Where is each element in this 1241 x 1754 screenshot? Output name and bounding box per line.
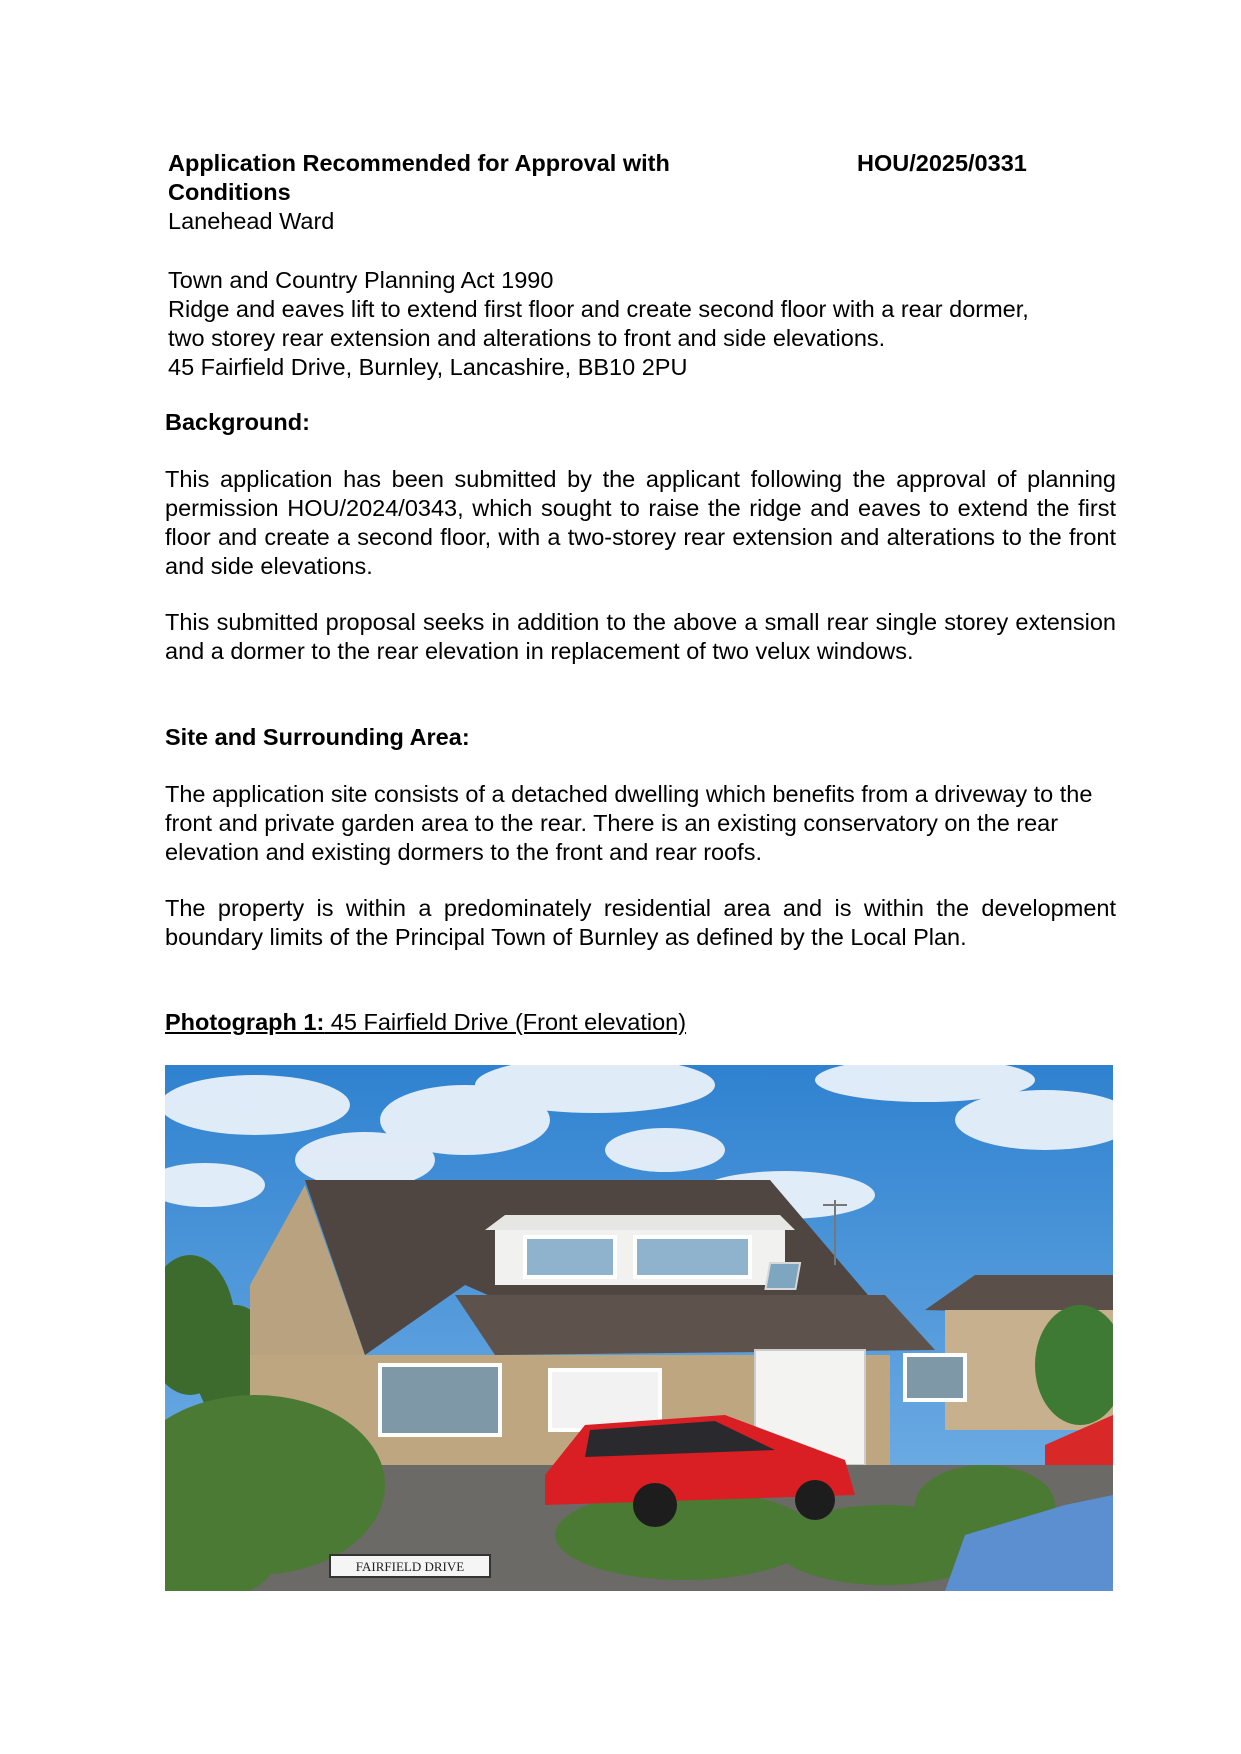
house-photograph [165,1065,1113,1591]
dormer-windows [525,1237,750,1277]
site-address: 45 Fairfield Drive, Burnley, Lancashire, BB10 2PU [168,354,688,380]
background-paragraph-2: This submitted proposal seeks in addition to the above a small rear single storey extension and a dormer to the rear elevation in replacement of two velux windows. [165,609,1116,664]
application-status [168,149,728,207]
velux-window [766,1263,801,1289]
description-line-2: two storey rear extension and alterations to front and side elevations. [168,325,886,351]
photo-label: Photograph 1: [165,1009,325,1035]
site-heading: Site and Surrounding Area: [165,724,470,750]
photo-caption-text: 45 Fairfield Drive (Front elevation) [324,1009,687,1035]
porch-roof [455,1295,935,1355]
site-paragraph-2: The property is within a predominately residential area and is within the development boundary limits of the Principal Town of Burnley as defined by the Local Plan. [165,895,1116,950]
background-paragraph-1: This application has been submitted by the applicant following the approval of planning permission HOU/2024/0343, which sought to raise the ridge and eaves to extend the first floor and create a second floor, with a two-storey rear extension and alterations to the front and side elevations. [165,466,1116,579]
ward-name: Lanehead Ward [168,208,335,234]
neighbour-house [925,1275,1113,1430]
background-heading: Background: [165,409,310,435]
photo-caption [165,1008,686,1037]
description-line-1: Ridge and eaves lift to extend first floor and create second floor with a rear dormer, [168,296,1029,322]
application-reference: HOU/2025/0331 [857,150,1027,176]
site-paragraph-1: The application site consists of a detached dwelling which benefits from a driveway to the front and private garden area to the rear. There is an existing conservatory on the rear elevation and existing dormers to the front and rear roofs. [165,781,1093,865]
application-details [168,266,1108,382]
street-sign-text: FAIRFIELD DRIVE [355,1559,465,1574]
street-sign [330,1555,490,1577]
status-line-1: Application Recommended for Approval with [168,150,670,176]
planning-act: Town and Country Planning Act 1990 [168,267,554,293]
status-line-2: Conditions [168,179,291,205]
